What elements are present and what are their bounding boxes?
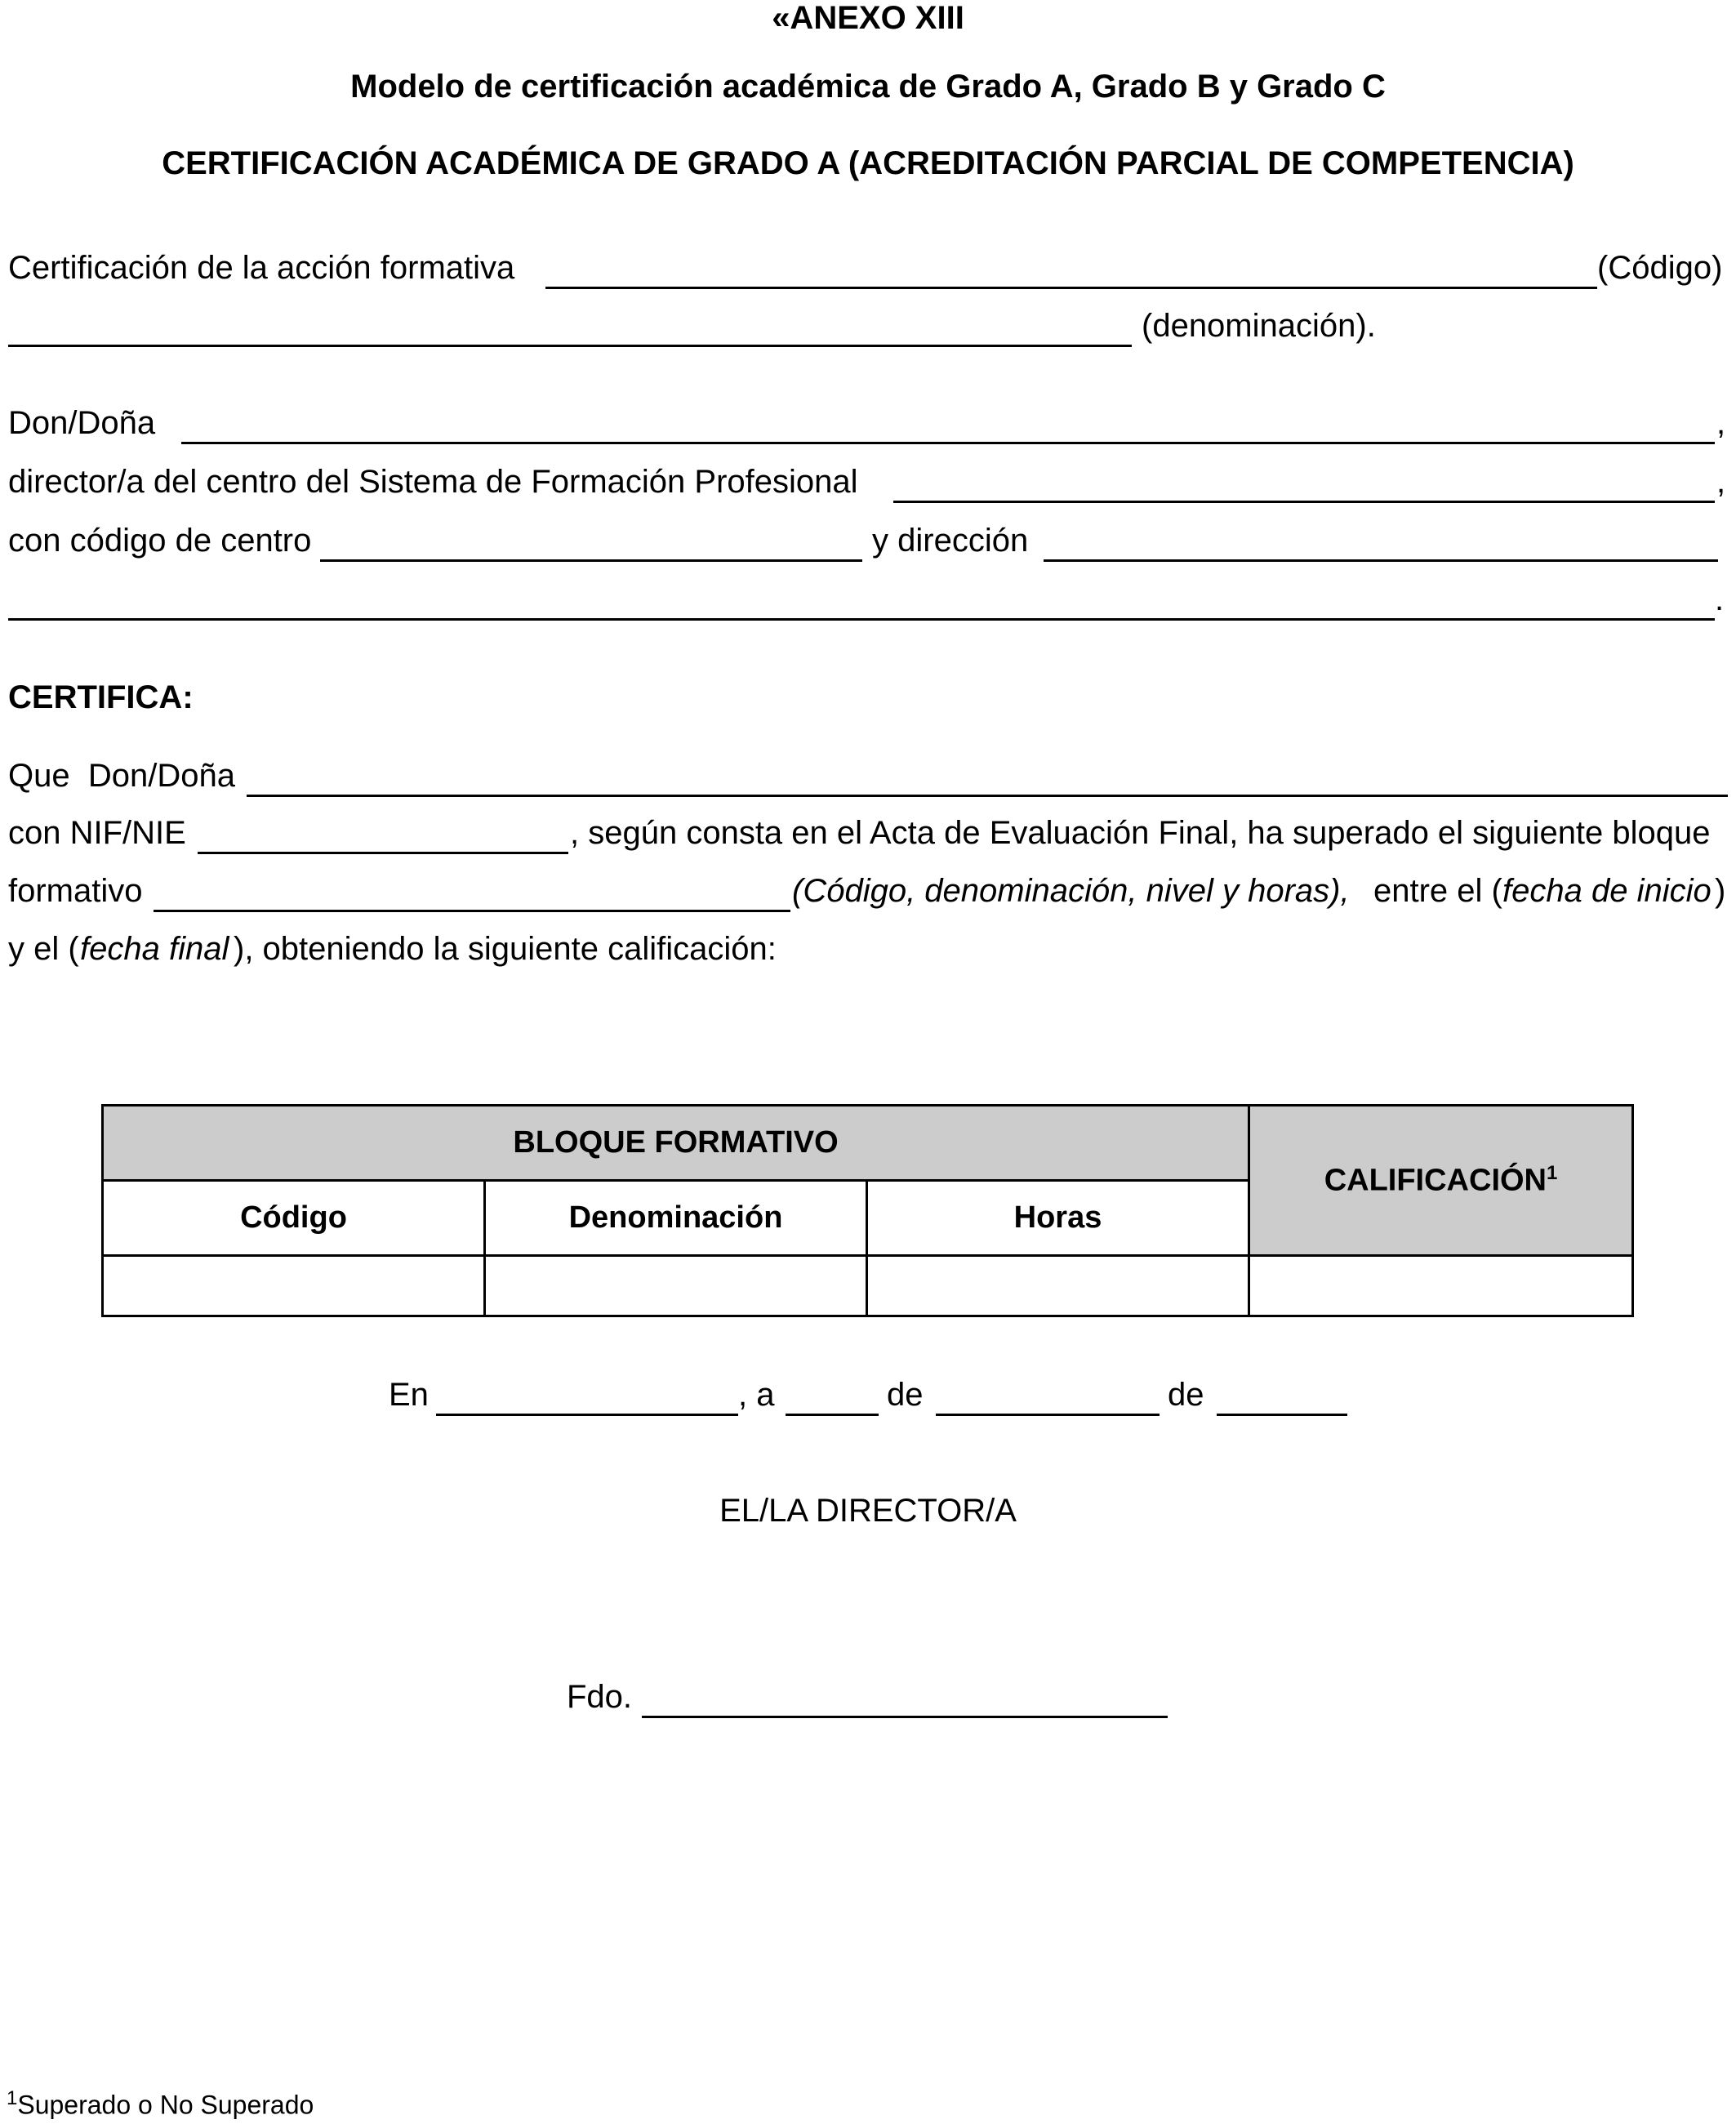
denomination-label: (denominación). [1142,308,1376,344]
place-blank[interactable] [436,1414,738,1416]
column-header-hours: Horas [867,1181,1249,1256]
day-blank[interactable] [786,1414,879,1416]
denomination-cell[interactable] [485,1256,867,1316]
block-header: BLOQUE FORMATIVO [103,1106,1249,1181]
hours-cell[interactable] [867,1256,1249,1316]
denomination-blank[interactable] [8,345,1132,347]
comma: , [1716,464,1726,500]
certification-title: CERTIFICACIÓN ACADÉMICA DE GRADO A (ACREDITACIÓN PARCIAL DE COMPETENCIA) [162,145,1574,181]
don-label: Don/Doña [8,405,156,441]
grade-text: ), obteniendo la siguiente calificación: [234,931,777,967]
grade-header [1249,1106,1633,1256]
code-label: (Código) [1597,250,1723,286]
column-header-code: Código [103,1181,485,1256]
year-blank[interactable] [1217,1414,1347,1416]
director-name-blank[interactable] [181,442,1715,444]
end-date-placeholder: fecha final [80,931,229,967]
annex-title: «ANEXO XIII [772,0,964,36]
month-blank[interactable] [936,1414,1160,1416]
model-title: Modelo de certificación académica de Grado A, Grado B y Grado C [350,69,1386,105]
footnote-text: Superado o No Superado [17,2090,314,2120]
formativo-details: (Código, denominación, nivel y horas), [792,873,1350,909]
director-label: director/a del centro del Sistema de Formación Profesional [8,464,858,500]
day-label: , a [738,1377,775,1413]
close-paren: ) [1715,873,1726,909]
formativo-blank[interactable] [154,910,790,912]
signature-label: Fdo. [567,1679,633,1715]
address-label: y dirección [872,523,1029,559]
director-title: EL/LA DIRECTOR/A [719,1493,1017,1529]
between-label: entre el ( [1373,873,1502,909]
student-name-blank[interactable] [247,795,1728,797]
nif-blank[interactable] [198,852,568,854]
and-label: y el ( [8,931,79,967]
signature-blank[interactable] [642,1716,1168,1718]
footnote-ref: 1 [1547,1162,1558,1185]
formativo-label: formativo [8,873,143,909]
grade-cell[interactable] [1249,1256,1633,1316]
center-code-blank[interactable] [320,559,862,562]
grade-header-text: CALIFICACIÓN [1324,1163,1547,1198]
center-name-blank[interactable] [893,501,1715,503]
address-blank-2[interactable] [8,618,1715,621]
certifica-heading: CERTIFICA: [8,679,194,715]
student-label: Que Don/Doña [8,758,235,794]
month-label: de [887,1377,924,1413]
nif-rest-text: , según consta en el Acta de Evaluación Final, ha superado el siguiente bloque [570,815,1711,851]
address-blank[interactable] [1044,559,1718,562]
nif-label: con NIF/NIE [8,815,186,851]
comma: , [1716,405,1726,441]
action-code-blank[interactable] [545,287,1597,289]
training-block-table [101,1104,1634,1317]
year-label: de [1168,1377,1204,1413]
start-date-placeholder: fecha de inicio [1502,873,1712,909]
footnote [7,2087,314,2121]
action-label: Certificación de la acción formativa [8,250,515,286]
center-code-label: con código de centro [8,523,312,559]
footnote-marker: 1 [7,2087,18,2109]
place-label: En [389,1377,429,1413]
column-header-denomination: Denominación [485,1181,867,1256]
code-cell[interactable] [103,1256,485,1316]
period: . [1715,581,1725,617]
